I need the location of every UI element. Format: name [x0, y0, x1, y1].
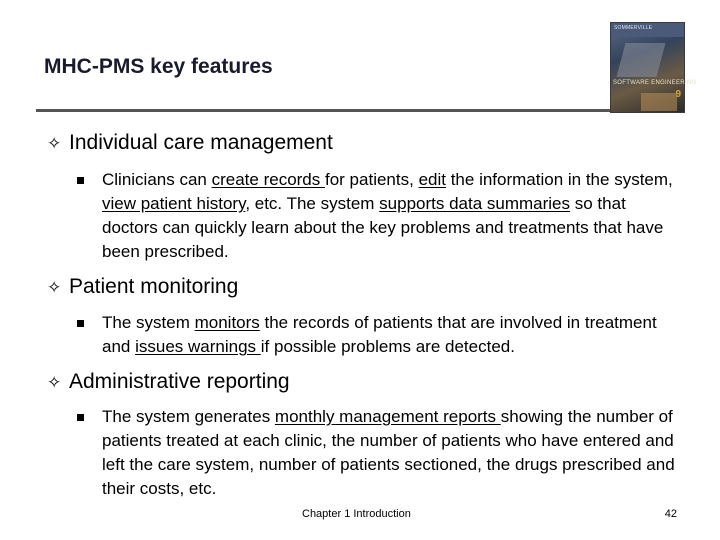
text-run: , etc. The system — [245, 194, 380, 213]
underlined-phrase: supports data summaries — [379, 194, 571, 213]
text-run: showing the number of patients treated at each clinic, the number of patients who have entered and left the care system, number of patients sectioned, the drugs prescribed and their costs, etc. — [102, 407, 675, 498]
section-heading-text: Administrative reporting — [69, 370, 290, 393]
slide-title: MHC-PMS key features — [44, 55, 273, 78]
page-number: 42 — [664, 508, 677, 520]
section-heading — [47, 275, 238, 299]
square-bullet-icon — [77, 414, 84, 421]
section-detail — [77, 405, 677, 501]
book-cover-image — [610, 22, 697, 113]
square-bullet-icon — [77, 177, 84, 184]
section-detail — [77, 168, 677, 264]
section-heading — [47, 370, 290, 394]
underlined-phrase: create records — [211, 170, 325, 189]
section-detail-text — [102, 311, 677, 359]
text-run: the records of patients that are involved in treatment and — [102, 313, 657, 356]
section-detail-text — [102, 168, 677, 264]
section-detail-text — [102, 405, 677, 501]
cover-author-text: SOMMERVILLE — [614, 25, 653, 31]
text-run: the information in the system, — [445, 170, 673, 189]
section-heading — [47, 131, 333, 155]
four-point-star-bullet-icon: ✧ — [47, 373, 62, 392]
cover-title-text: SOFTWARE ENGINEERING — [613, 80, 697, 86]
text-run: so that doctors can quickly learn about the key problems and treatments that have been prescribed. — [102, 194, 664, 261]
text-run: The system — [102, 313, 195, 332]
text-run: Clinicians can — [102, 170, 212, 189]
title-divider — [36, 109, 612, 112]
four-point-star-bullet-icon: ✧ — [47, 134, 62, 153]
underlined-phrase: issues warnings — [135, 337, 261, 356]
footer-chapter-label: Chapter 1 Introduction — [302, 508, 411, 520]
cover-decoration — [616, 43, 665, 77]
text-run: The system generates — [102, 407, 275, 426]
cover-decoration — [641, 93, 677, 111]
cover-edition-number: 9 — [675, 89, 681, 100]
underlined-phrase: view patient history — [102, 194, 246, 213]
text-run: for patients, — [325, 170, 419, 189]
section-heading-text: Individual care management — [69, 131, 333, 154]
four-point-star-bullet-icon: ✧ — [47, 278, 62, 297]
section-detail — [77, 311, 677, 359]
section-heading-text: Patient monitoring — [69, 275, 239, 298]
underlined-phrase: edit — [418, 170, 446, 189]
text-run: if possible problems are detected. — [260, 337, 515, 356]
square-bullet-icon — [77, 320, 84, 327]
underlined-phrase: monitors — [194, 313, 260, 332]
underlined-phrase: monthly management reports — [274, 407, 501, 426]
